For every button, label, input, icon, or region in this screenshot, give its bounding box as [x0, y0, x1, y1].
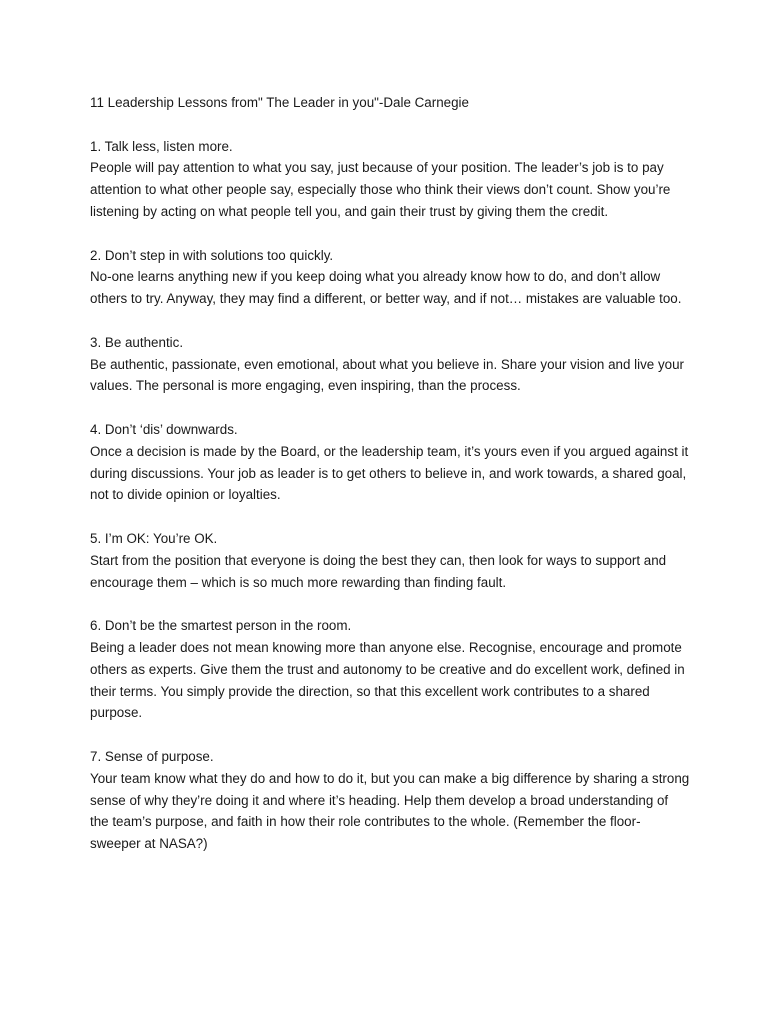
lesson-body: No-one learns anything new if you keep doing what you already know how to do, and don’t allow others to try. Anyway, they may find a different, or better way, and if not… mistakes are valuable too. — [90, 269, 682, 307]
lesson-body: Being a leader does not mean knowing more than anyone else. Recognise, encourage and promote others as experts. Give them the trust and autonomy to be creative and do excellent work, defined in their terms. You simply provide the direction, so that this excellent work contributes to a shared purpose. — [90, 639, 685, 721]
lesson-heading: 2. Don’t step in with solutions too quickly. — [90, 247, 334, 263]
lesson-body: Your team know what they do and how to do it, but you can make a big difference by sharing a strong sense of why they’re doing it and where it’s heading. Help them develop a broad understanding of the team’s purpose, and faith in how their role contributes to the whole. (Remember the floor-sweeper at NASA?) — [90, 770, 690, 852]
lesson-heading: 4. Don’t ‘dis’ downwards. — [90, 421, 238, 437]
lesson-heading: 3. Be authentic. — [90, 334, 184, 350]
lesson-heading: 5. I’m OK: You’re OK. — [90, 530, 218, 546]
lesson-3 — [90, 332, 690, 397]
lesson-2 — [90, 245, 690, 310]
lesson-heading: 6. Don’t be the smartest person in the room. — [90, 618, 352, 634]
lesson-body: People will pay attention to what you say, just because of your position. The leader’s job is to pay attention to what other people say, especially those who think their views don’t count. Show you’re listening by acting on what people tell you, and gain their trust by giving them the credit. — [90, 160, 671, 219]
lesson-heading: 1. Talk less, listen more. — [90, 138, 233, 154]
lesson-body: Once a decision is made by the Board, or the leadership team, it’s yours even if you argued against it during discussions. Your job as leader is to get others to believe in, and work towards, a shared goal, not to divide opinion or loyalties. — [90, 443, 689, 503]
document-title: 11 Leadership Lessons from" The Leader in you"-Dale Carnegie — [90, 95, 469, 110]
document-page — [90, 92, 690, 877]
lesson-7 — [90, 746, 690, 855]
lesson-4 — [90, 419, 690, 506]
lesson-body: Be authentic, passionate, even emotional, about what you believe in. Share your vision and live your values. The personal is more engaging, even inspiring, than the process. — [90, 356, 685, 394]
lesson-body: Start from the position that everyone is doing the best they can, then look for ways to support and encourage them – which is so much more rewarding than finding fault. — [90, 552, 667, 590]
lesson-heading: 7. Sense of purpose. — [90, 748, 214, 764]
lesson-6 — [90, 615, 690, 724]
lesson-5 — [90, 528, 690, 593]
lesson-1 — [90, 136, 690, 223]
